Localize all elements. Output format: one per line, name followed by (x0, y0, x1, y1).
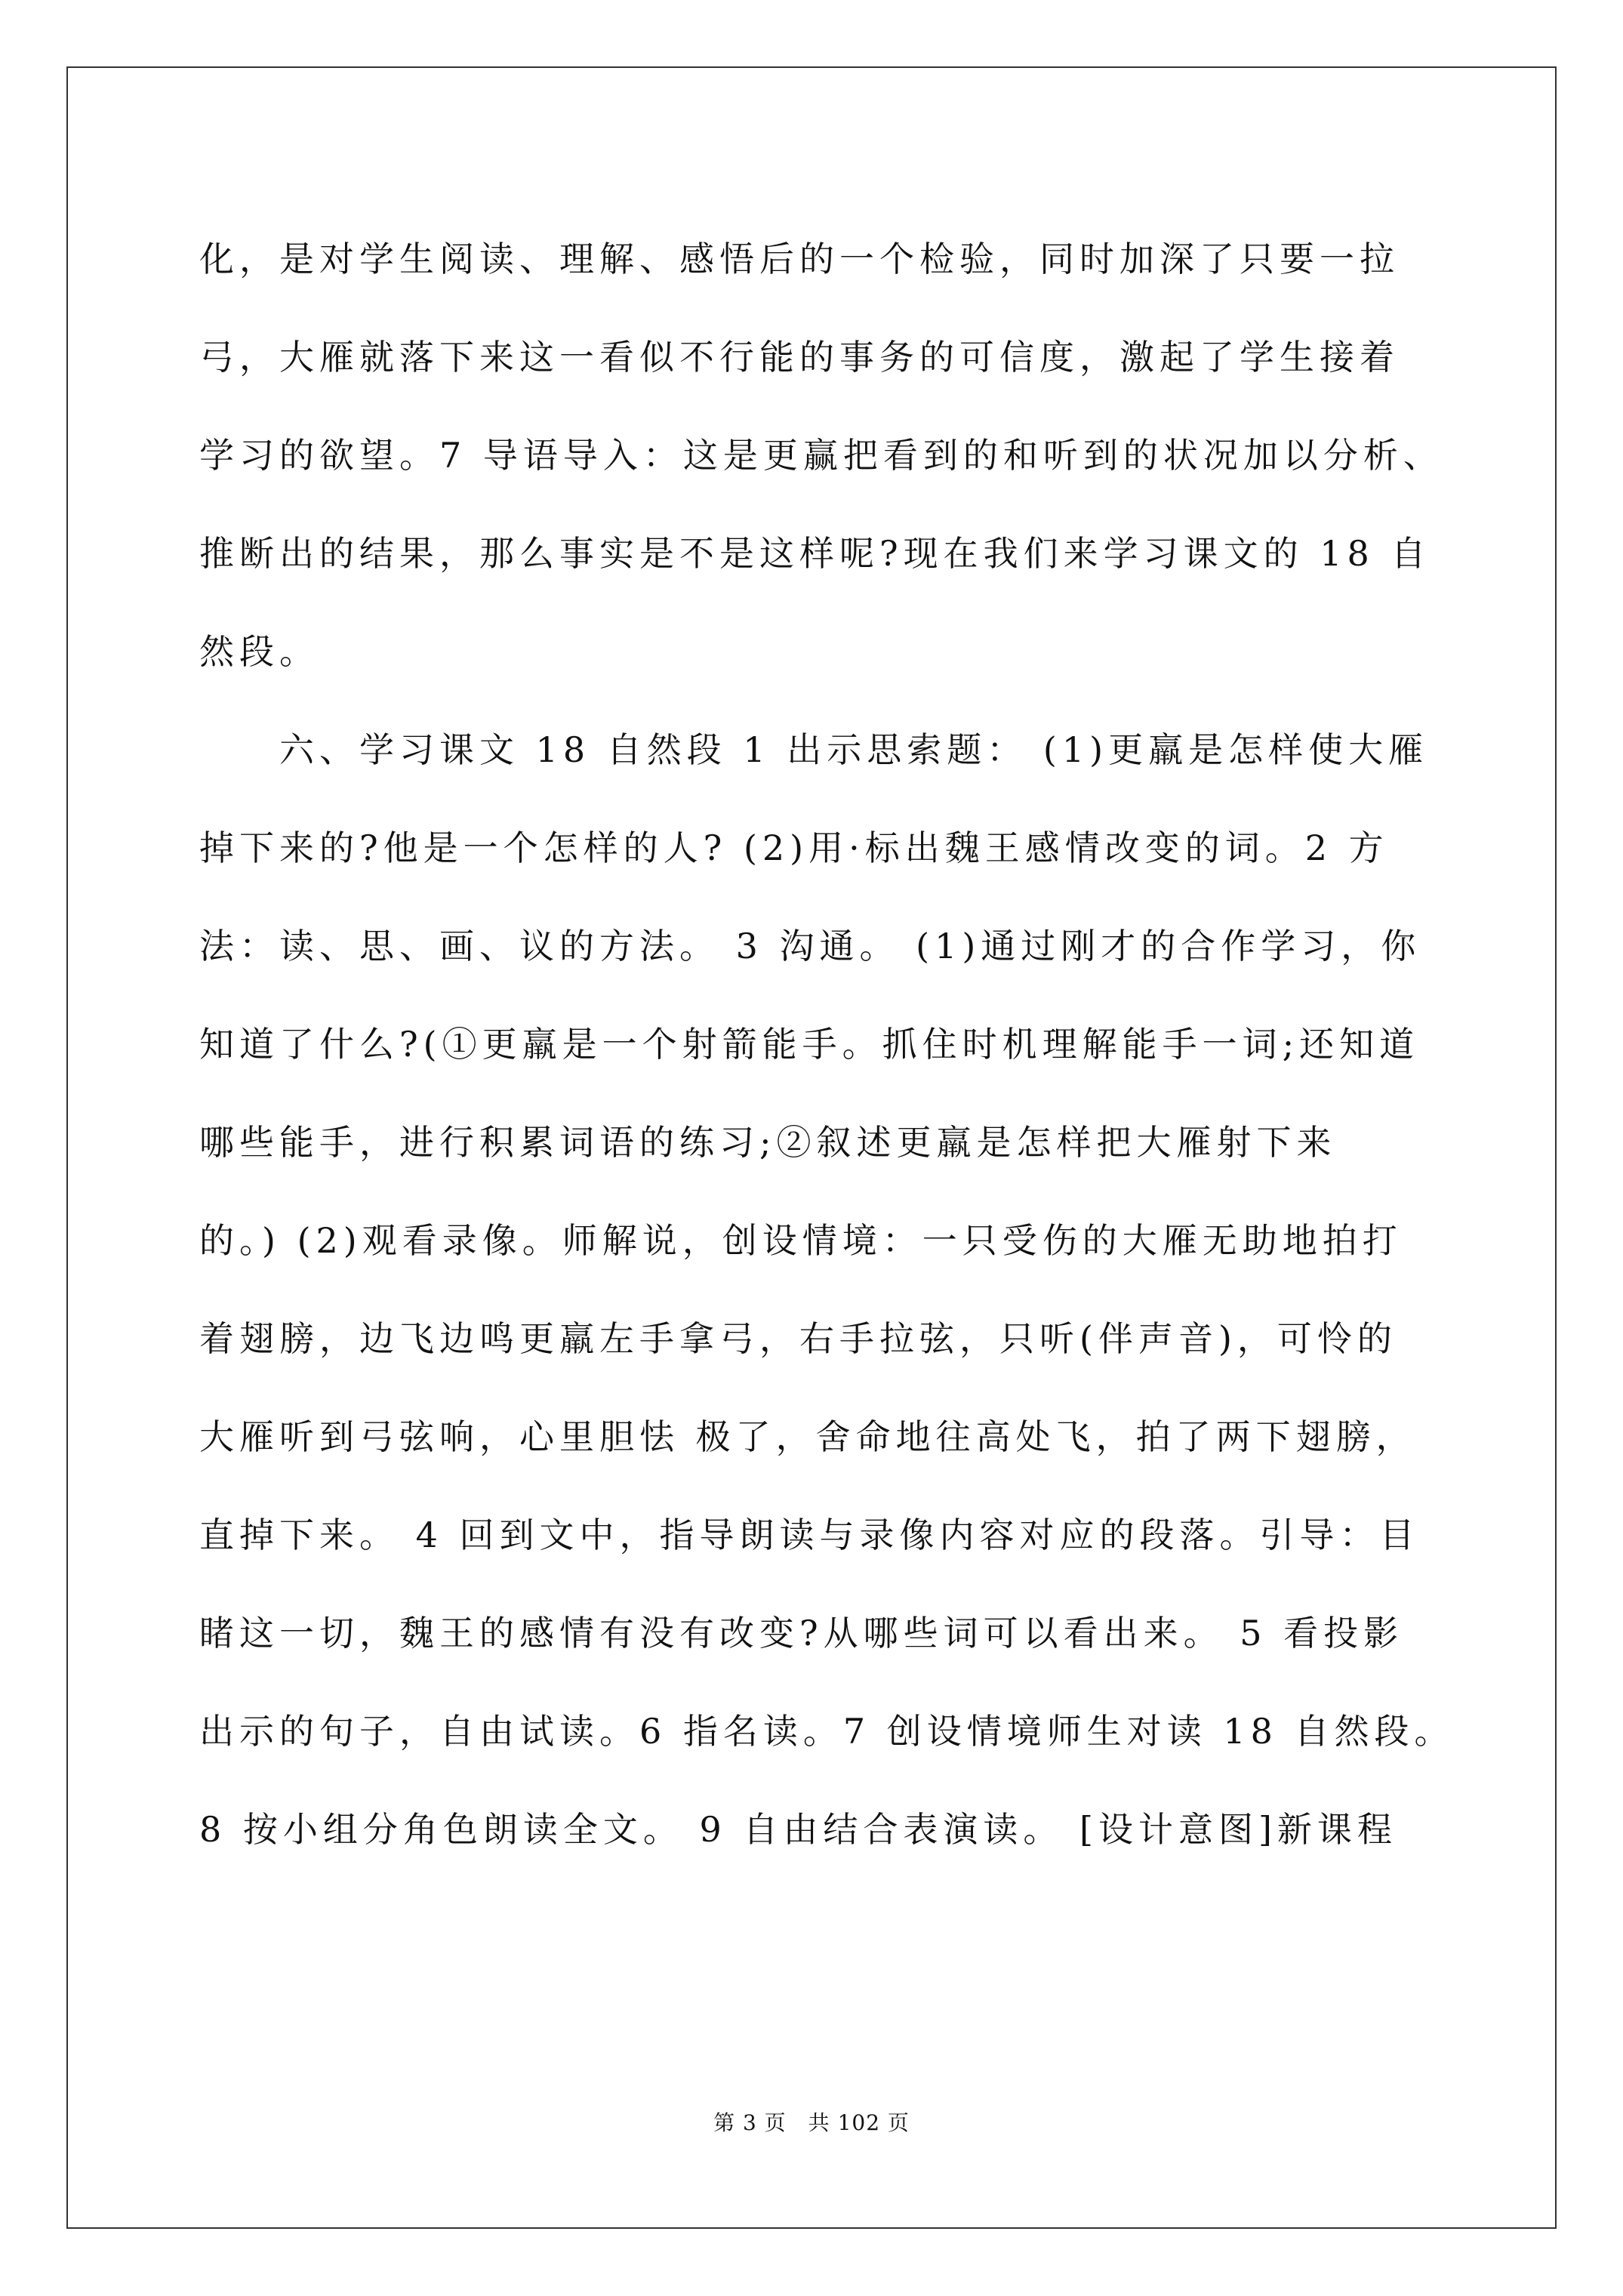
text-line: 8 按小组分角色朗读全文。 9 自由结合表演读。 [设计意图]新课程 (199, 1809, 1397, 1850)
text-line: 着翅膀，边飞边鸣更羸左手拿弓，右手拉弦，只听(伴声音)，可怜的 (199, 1318, 1397, 1359)
text-line: 睹这一切，魏王的感情有没有改变?从哪些词可以看出来。 5 看投影 (199, 1613, 1404, 1653)
text-line: 学习的欲望。7 导语导入：这是更赢把看到的和听到的状况加以分析、 (199, 435, 1443, 476)
text-line: 大雁听到弓弦响，心里胆怯 极了，舍命地往高处飞，拍了两下翅膀， (199, 1416, 1416, 1457)
text-line: 六、学习课文 18 自然段 1 出示思索题： (1)更羸是怎样使大雁 (199, 729, 1429, 770)
text-line: 弓，大雁就落下来这一看似不行能的事务的可信度，激起了学生接着 (199, 337, 1400, 378)
text-line: 哪些能手，进行积累词语的练习;②叙述更羸是怎样把大雁射下来 (199, 1122, 1337, 1163)
text-line: 然段。 (199, 631, 319, 672)
text-line: 掉下来的?他是一个怎样的人? (2)用·标出魏王感情改变的词。2 方 (199, 827, 1389, 868)
text-line: 直掉下来。 4 回到文中，指导朗读与录像内容对应的段落。引导：目 (199, 1515, 1420, 1555)
document-body (199, 210, 1455, 1878)
text-line: 的。) (2)观看录像。师解说，创设情境：一只受伤的大雁无助地拍打 (199, 1220, 1403, 1261)
text-line: 出示的句子，自由试读。6 指名读。7 创设情境师生对读 18 自然段。 (199, 1711, 1455, 1752)
text-line: 知道了什么?(①更羸是一个射箭能手。抓住时机理解能手一词;还知道 (199, 1024, 1420, 1065)
page-number: 第 3 页 共 102 页 (713, 2110, 910, 2135)
text-line: 法：读、思、画、议的方法。 3 沟通。 (1)通过刚才的合作学习，你 (199, 926, 1421, 966)
text-line: 推断出的结果，那么事实是不是这样呢?现在我们来学习课文的 18 自 (199, 533, 1431, 574)
text-line: 化，是对学生阅读、理解、感悟后的一个检验，同时加深了只要一拉 (199, 239, 1400, 279)
